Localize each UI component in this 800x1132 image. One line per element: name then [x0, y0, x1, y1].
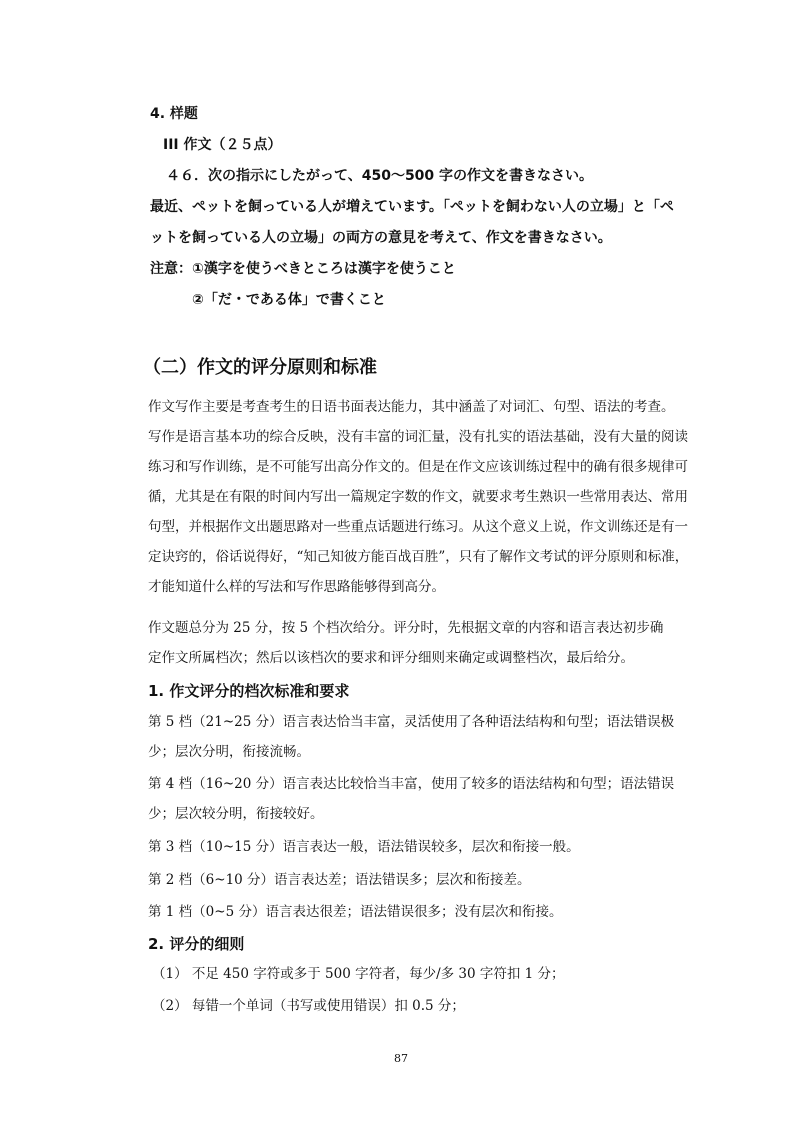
grade-4-line: 少；层次较分明，衔接较好。 — [148, 806, 324, 822]
sample-prompt-line: 最近、ペットを飼っている人が増えています。「ペットを飼わない人の立場」と「ペ — [150, 199, 674, 215]
grade-4-line: 第 4 档（16~20 分）语言表达比较恰当丰富，使用了较多的语法结构和句型；语法错误 — [148, 776, 675, 792]
subsection-heading: 2. 评分的细则 — [148, 935, 245, 953]
page-number: 87 — [394, 1052, 408, 1065]
sample-instruction: ４６．次の指示にしたがって、450～500 字の作文を書きなさい。 — [166, 168, 594, 184]
rule-item: （2） 每错一个单词（书写或使用错误）扣 0.5 分； — [152, 998, 465, 1014]
rule-item: （1） 不足 450 字符或多于 500 字符者，每少/多 30 字符扣 1 分； — [152, 966, 565, 982]
paragraph-line: 定诀窍的，俗话说得好，“知己知彼方能百战百胜”，只有了解作文考试的评分原则和标准， — [148, 549, 689, 565]
paragraph-line: 句型，并根据作文出题思路对一些重点话题进行练习。从这个意义上说，作文训练还是有一 — [148, 519, 688, 535]
sample-subheading: III 作文（２５点） — [163, 137, 282, 153]
sample-note-line: 注意：①漢字を使うべきところは漢字を使うこと — [150, 261, 456, 277]
paragraph-line: 定作文所属档次；然后以该档次的要求和评分细则来确定或调整档次，最后给分。 — [148, 650, 634, 666]
grade-3-line: 第 3 档（10~15 分）语言表达一般，语法错误较多，层次和衔接一般。 — [148, 839, 580, 855]
sample-heading: 4. 样题 — [150, 106, 198, 122]
section-heading: （二）作文的评分原则和标准 — [143, 357, 377, 378]
sample-note-line: ②「だ・である体」で書くこと — [192, 292, 386, 308]
paragraph-line: 写作是语言基本功的综合反映，没有丰富的词汇量，没有扎实的语法基础，没有大量的阅读 — [148, 429, 688, 445]
sample-prompt-line: ットを飼っている人の立場」の両方の意見を考えて、作文を書きなさい。 — [150, 230, 612, 246]
paragraph-line: 练习和写作训练，是不可能写出高分作文的。但是在作文应该训练过程中的确有很多规律可 — [148, 459, 688, 475]
grade-1-line: 第 1 档（0~5 分）语言表达很差；语法错误很多；没有层次和衔接。 — [148, 904, 563, 920]
paragraph-line: 才能知道什么样的写法和写作思路能够得到高分。 — [148, 579, 445, 595]
grade-2-line: 第 2 档（6~10 分）语言表达差；语法错误多；层次和衔接差。 — [148, 872, 531, 888]
paragraph-line: 作文题总分为 25 分，按 5 个档次给分。评分时，先根据文章的内容和语言表达初步确 — [148, 620, 664, 636]
paragraph-line: 循，尤其是在有限的时间内写出一篇规定字数的作文，就要求考生熟识一些常用表达、常用 — [148, 489, 688, 505]
grade-5-line: 第 5 档（21~25 分）语言表达恰当丰富，灵活使用了各种语法结构和句型；语法错误极 — [148, 714, 675, 730]
subsection-heading: 1. 作文评分的档次标准和要求 — [148, 682, 350, 700]
grade-5-line: 少；层次分明，衔接流畅。 — [148, 744, 310, 760]
paragraph-line: 作文写作主要是考查考生的日语书面表达能力，其中涵盖了对词汇、句型、语法的考查。 — [148, 399, 675, 415]
